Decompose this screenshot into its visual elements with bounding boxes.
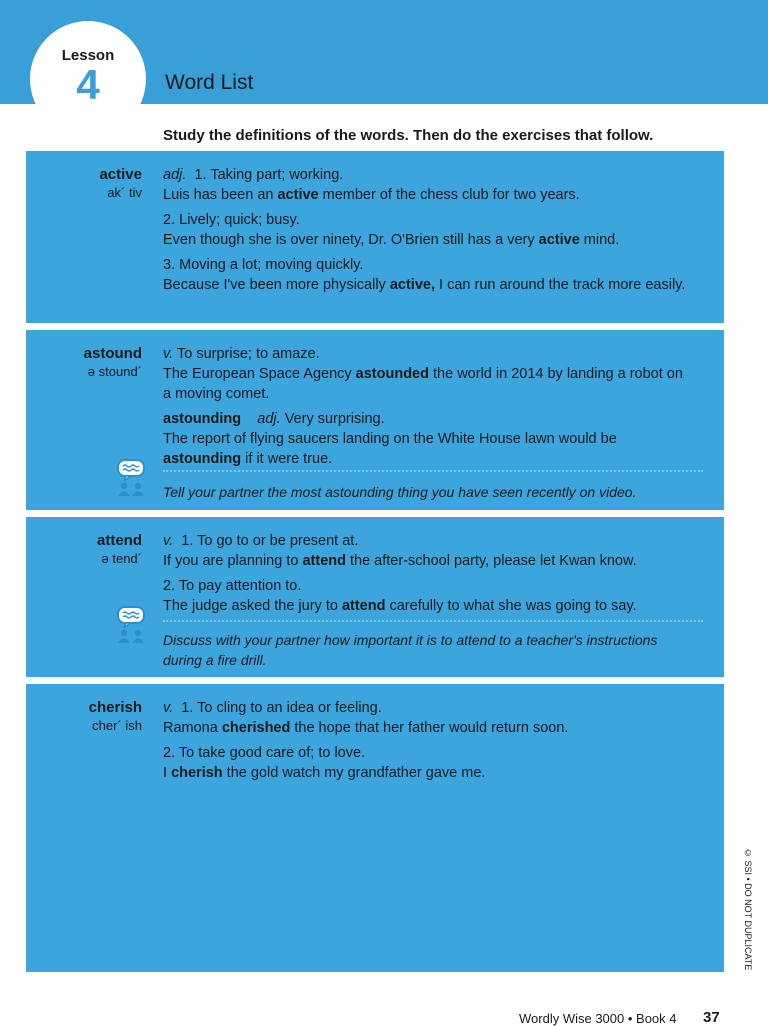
example-sentence: If you are planning to attend the after-school party, please let Kwan know. [163,553,637,569]
entry-definitions [163,698,693,788]
part-of-speech: adj. [257,411,281,427]
entry-definitions [163,165,693,300]
definition [163,531,693,571]
derived-word: astounding [163,411,242,427]
partner-prompt: Tell your partner the most astounding thing you have seen recently on video. [163,484,637,500]
definition-number: 2. [163,212,176,228]
lesson-label: Lesson [61,47,115,64]
dotted-divider [163,620,703,622]
entry-pronunciation: ə tend´ [101,551,142,566]
lesson-badge [30,21,146,137]
entry-word: active [99,166,142,183]
definition-meaning: Very surprising. [284,411,385,427]
page-title: Word List [165,71,254,94]
lesson-number: 4 [76,61,100,108]
definition-meaning: To take good care of; to love. [178,745,366,761]
part-of-speech: v. [163,533,174,549]
entry-word: astound [83,345,142,362]
definition [163,210,693,250]
definition-meaning: Lively; quick; busy. [179,212,300,228]
entry-word: cherish [88,699,142,716]
entry-pronunciation: ak´ tiv [107,185,142,200]
example-sentence: Luis has been an active member of the chess club for two years. [163,187,580,203]
example-sentence: Ramona cherished the hope that her father would return soon. [163,720,569,736]
definition [163,344,693,404]
example-sentence: The judge asked the jury to attend carefully to what she was going to say. [163,598,637,614]
example-sentence: The report of flying saucers landing on the White House lawn would be astounding if it were true. [163,431,617,467]
footer-book-title: Wordly Wise 3000 • Book 4 [519,1011,677,1026]
page-number: 37 [703,1009,720,1026]
definition-meaning: Taking part; working. [210,167,344,183]
part-of-speech: v. [163,346,174,362]
definition-meaning: To cling to an idea or feeling. [197,700,382,716]
definition-number: 3. [163,257,176,273]
definition-meaning: To pay attention to. [178,578,302,594]
entry-definitions [163,344,693,474]
definition-number: 1. [194,167,207,183]
copyright-note: © SSI • DO NOT DUPLICATE [743,848,753,971]
partner-prompt: Discuss with your partner how important it is to attend to a teacher's instructions during a fire drill. [163,632,658,668]
definition-meaning: Moving a lot; moving quickly. [179,257,364,273]
entry-panel-astound [26,330,724,510]
definition-meaning: To surprise; to amaze. [176,346,320,362]
dotted-divider [163,470,703,472]
part-of-speech: adj. [163,167,187,183]
example-sentence: The European Space Agency astounded the world in 2014 by landing a robot on a moving comet. [163,366,683,402]
partner-talk-icon [114,458,148,498]
definition [163,165,693,205]
entry-pronunciation: ə stound´ [87,364,142,379]
entry-panel-attend [26,517,724,677]
definition-meaning: To go to or be present at. [197,533,359,549]
example-sentence: Because I've been more physically active, I can run around the track more easily. [163,277,686,293]
entry-panel-cherish [26,684,724,972]
definition [163,576,693,616]
derived-form [163,409,693,469]
partner-talk-icon [114,605,148,645]
entry-pronunciation: cher´ ish [92,718,142,733]
definition-number: 2. [163,745,176,761]
example-sentence: I cherish the gold watch my grandfather gave me. [163,765,486,781]
entry-definitions [163,531,693,621]
entry-word: attend [97,532,142,549]
definition [163,255,693,295]
definition-number: 2. [163,578,176,594]
part-of-speech: v. [163,700,174,716]
instructions: Study the definitions of the words. Then do the exercises that follow. [163,127,654,144]
definition [163,743,693,783]
definition-number: 1. [181,533,194,549]
entry-panel-active [26,151,724,323]
example-sentence: Even though she is over ninety, Dr. O'Brien still has a very active mind. [163,232,620,248]
definition-number: 1. [181,700,194,716]
definition [163,698,693,738]
